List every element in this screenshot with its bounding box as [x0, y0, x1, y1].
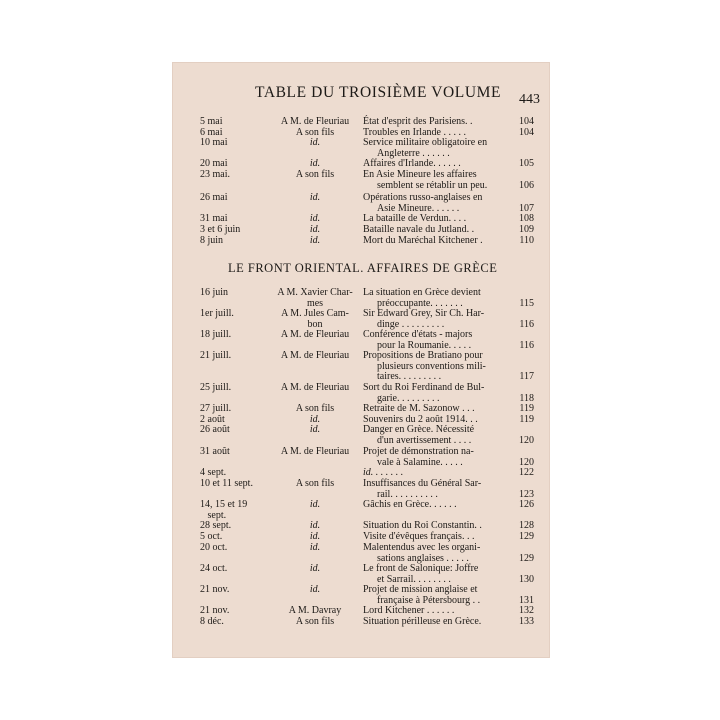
entry-subject	[363, 225, 489, 236]
entry-date: 2 août	[200, 414, 225, 425]
entry-page-number: 116	[519, 339, 534, 351]
entry-subject	[363, 468, 489, 479]
entry-subject	[363, 214, 489, 225]
entry-page-number: 129	[519, 552, 534, 564]
entry-recipient: A son fils	[295, 403, 335, 414]
entry-subject-line: Sort du Roi Ferdinand de Bul-	[363, 382, 485, 393]
entry-date: 21 juill.	[200, 350, 232, 361]
entry-date: 10 mai	[200, 137, 228, 148]
entry-subject	[363, 500, 489, 511]
entry-recipient: A son fils	[295, 478, 335, 489]
entry-recipient: A M. Davray	[288, 605, 342, 616]
entry-subject-line: Propositions de Bratiano pour	[363, 350, 483, 361]
entry-subject	[363, 543, 489, 564]
entry-recipient: id.	[309, 158, 321, 169]
entry-recipient: A M. de Fleuriau	[280, 116, 350, 127]
book-page	[172, 62, 550, 658]
entry-subject-line: Situation du Roi Constantin. .	[363, 520, 482, 531]
section-heading: LE FRONT ORIENTAL. AFFAIRES DE GRÈCE	[228, 261, 498, 275]
entry-date: 21 nov.	[200, 605, 230, 616]
entry-subject	[363, 193, 489, 214]
entry-subject	[363, 309, 489, 330]
entry-page-number: 131	[519, 594, 534, 606]
entry-recipient: A son fils	[295, 616, 335, 627]
entry-page-number: 119	[519, 403, 534, 414]
entry-subject	[363, 447, 489, 468]
entry-page-number: 104	[519, 127, 534, 138]
entry-page-number: 123	[519, 488, 534, 500]
entry-date: 21 nov.	[200, 584, 230, 595]
entry-subject	[363, 521, 489, 532]
entry-subject-line: préoccupante. . . . . . .	[377, 297, 463, 309]
entry-page-number: 116	[519, 318, 534, 330]
entry-subject-line: et Sarrail. . . . . . . .	[377, 573, 451, 585]
entry-page-number: 115	[519, 297, 534, 309]
entry-subject-line: Visite d'évêques français. . .	[363, 531, 475, 542]
entry-subject	[363, 617, 489, 628]
entry-recipient: id.	[309, 520, 321, 531]
entry-subject	[363, 117, 489, 128]
entry-recipient: id.	[309, 563, 321, 574]
entry-date: 20 mai	[200, 158, 228, 169]
entry-page-number: 118	[519, 392, 534, 404]
entry-subject-line: Mort du Maréchal Kitchener .	[363, 235, 483, 246]
entry-subject-line: Gâchis en Grèce. . . . . .	[363, 499, 457, 510]
entry-subject-line: Affaires d'Irlande. . . . . .	[363, 158, 461, 169]
entry-subject-line: État d'esprit des Parisiens. .	[363, 116, 473, 127]
entry-subject-line: Lord Kitchener . . . . . .	[363, 605, 455, 616]
entry-subject	[363, 425, 489, 446]
entry-subject-line: La bataille de Verdun. . . .	[363, 213, 467, 224]
entry-subject-line: Souvenirs du 2 août 1914. . .	[363, 414, 478, 425]
entry-page-number: 120	[519, 434, 534, 446]
entry-recipient: A M. de Fleuriau	[280, 329, 350, 340]
entry-subject-line: Danger en Grèce. Nécessité	[363, 424, 475, 435]
entry-date: 23 mai.	[200, 169, 230, 180]
entry-page-number: 133	[519, 616, 534, 627]
entry-recipient: id.	[309, 235, 321, 246]
entry-subject-line: taires. . . . . . . . .	[377, 371, 442, 383]
entry-page-number: 122	[519, 467, 534, 478]
entry-recipient: A son fils	[295, 127, 335, 138]
entry-page-number: 104	[519, 116, 534, 127]
entry-subject-line: Service militaire obligatoire en	[363, 137, 488, 148]
entry-date: 8 déc.	[200, 616, 224, 627]
entry-subject-line: pour la Roumanie. . . . .	[377, 339, 472, 351]
page-title: TABLE DU TROISIÈME VOLUME	[255, 84, 502, 101]
entry-subject	[363, 170, 489, 191]
entry-subject	[363, 404, 489, 415]
entry-date: 28 sept.	[200, 520, 232, 531]
page-number: 443	[519, 92, 540, 107]
entry-date: 8 juin	[200, 235, 224, 246]
entry-page-number: 128	[519, 520, 534, 531]
entry-subject-line: d'un avertissement . . . .	[377, 434, 472, 446]
entry-page-number: 108	[519, 213, 534, 224]
entry-recipient: id.	[309, 542, 321, 553]
entry-date: 1er juill.	[200, 308, 234, 319]
entry-subject	[363, 606, 489, 617]
entry-subject-line: Asie Mineure. . . . . .	[377, 202, 460, 214]
entry-subject	[363, 236, 489, 247]
entry-page-number: 126	[519, 499, 534, 510]
table-of-contents	[172, 62, 550, 658]
entry-date: 4 sept.	[200, 467, 227, 478]
entry-date: 14, 15 et 19 sept.	[200, 499, 248, 521]
entry-subject-line: garie. . . . . . . . .	[377, 392, 440, 404]
entry-date: 26 mai	[200, 192, 228, 203]
entry-subject-line: Sir Edward Grey, Sir Ch. Har-	[363, 308, 485, 319]
entry-recipient: id.	[309, 213, 321, 224]
entry-subject-line: En Asie Mineure les affaires	[363, 169, 477, 180]
entry-date: 10 et 11 sept.	[200, 478, 253, 489]
entry-subject	[363, 330, 489, 351]
entry-recipient: id.	[309, 224, 321, 235]
entry-recipient: A M. de Fleuriau	[280, 446, 350, 457]
entry-subject	[363, 383, 489, 404]
entry-page-number: 117	[519, 371, 534, 383]
entry-subject	[363, 585, 489, 606]
entry-subject-line: Projet de démonstration na-	[363, 446, 474, 457]
entry-subject-line: vale à Salamine. . . . .	[377, 456, 463, 468]
entry-page-number: 129	[519, 531, 534, 542]
entry-page-number: 107	[519, 202, 534, 214]
entry-subject-line: dinge . . . . . . . . .	[377, 318, 445, 330]
entry-subject	[363, 351, 489, 383]
entry-date: 31 mai	[200, 213, 228, 224]
entry-recipient: id.	[309, 499, 321, 510]
entry-page-number: 120	[519, 456, 534, 468]
entry-date: 25 juill.	[200, 382, 232, 393]
entry-page-number: 110	[519, 235, 534, 246]
entry-subject-line: plusieurs conventions mili-	[377, 360, 486, 372]
entry-subject-line: Conférence d'états - majors	[363, 329, 473, 340]
entry-recipient: A M. Xavier Char- mes	[277, 287, 353, 309]
entry-subject-line: française à Pétersbourg . .	[377, 594, 481, 606]
entry-date: 20 oct.	[200, 542, 228, 553]
entry-date: 26 août	[200, 424, 230, 435]
entry-date: 6 mai	[200, 127, 223, 138]
entry-recipient: id.	[309, 192, 321, 203]
entry-subject	[363, 479, 489, 500]
entry-subject-line: Malentendus avec les organi-	[363, 542, 481, 553]
entry-date: 31 août	[200, 446, 230, 457]
entry-date: 5 oct.	[200, 531, 223, 542]
entry-date: 16 juin	[200, 287, 229, 298]
entry-subject-line: Opérations russo-anglaises en	[363, 192, 483, 203]
entry-date: 24 oct.	[200, 563, 228, 574]
entry-date: 3 et 6 juin	[200, 224, 241, 235]
entry-subject-line: id. . . . . . .	[363, 467, 404, 478]
entry-subject-line: Bataille navale du Jutland. .	[363, 224, 475, 235]
entry-recipient: id.	[309, 414, 321, 425]
entry-subject	[363, 138, 489, 159]
entry-subject	[363, 532, 489, 543]
entry-subject	[363, 564, 489, 585]
entry-page-number: 130	[519, 573, 534, 585]
entry-recipient: id.	[309, 137, 321, 148]
entry-subject-line: Troubles en Irlande . . . . .	[363, 127, 466, 138]
entry-recipient: A M. de Fleuriau	[280, 382, 350, 393]
entry-recipient: id.	[309, 531, 321, 542]
entry-subject-line: Le front de Salonique: Joffre	[363, 563, 479, 574]
entry-page-number: 106	[519, 179, 534, 191]
entry-subject	[363, 159, 489, 170]
entry-page-number: 109	[519, 224, 534, 235]
entry-recipient: id.	[309, 424, 321, 435]
entry-subject-line: La situation en Grèce devient	[363, 287, 481, 298]
entry-subject-line: semblent se rétablir un peu.	[377, 179, 488, 191]
entry-page-number: 132	[519, 605, 534, 616]
entry-recipient: id.	[309, 584, 321, 595]
entry-date: 5 mai	[200, 116, 223, 127]
entry-subject-line: rail. . . . . . . . . .	[377, 488, 438, 500]
entry-recipient: A son fils	[295, 169, 335, 180]
entry-subject-line: Insuffisances du Général Sar-	[363, 478, 482, 489]
entry-subject-line: Angleterre . . . . . .	[377, 147, 450, 159]
entry-page-number: 119	[519, 414, 534, 425]
entry-date: 18 juill.	[200, 329, 232, 340]
entry-page-number: 105	[519, 158, 534, 169]
entry-subject-line: Situation périlleuse en Grèce.	[363, 616, 482, 627]
entry-date: 27 juill.	[200, 403, 232, 414]
entry-subject-line: sations anglaises . . . . .	[377, 552, 469, 564]
entry-subject-line: Retraite de M. Sazonow . . .	[363, 403, 475, 414]
entry-subject-line: Projet de mission anglaise et	[363, 584, 478, 595]
entry-subject	[363, 288, 489, 309]
entry-recipient: A M. Jules Cam- bon	[281, 308, 349, 330]
entry-recipient: A M. de Fleuriau	[280, 350, 350, 361]
